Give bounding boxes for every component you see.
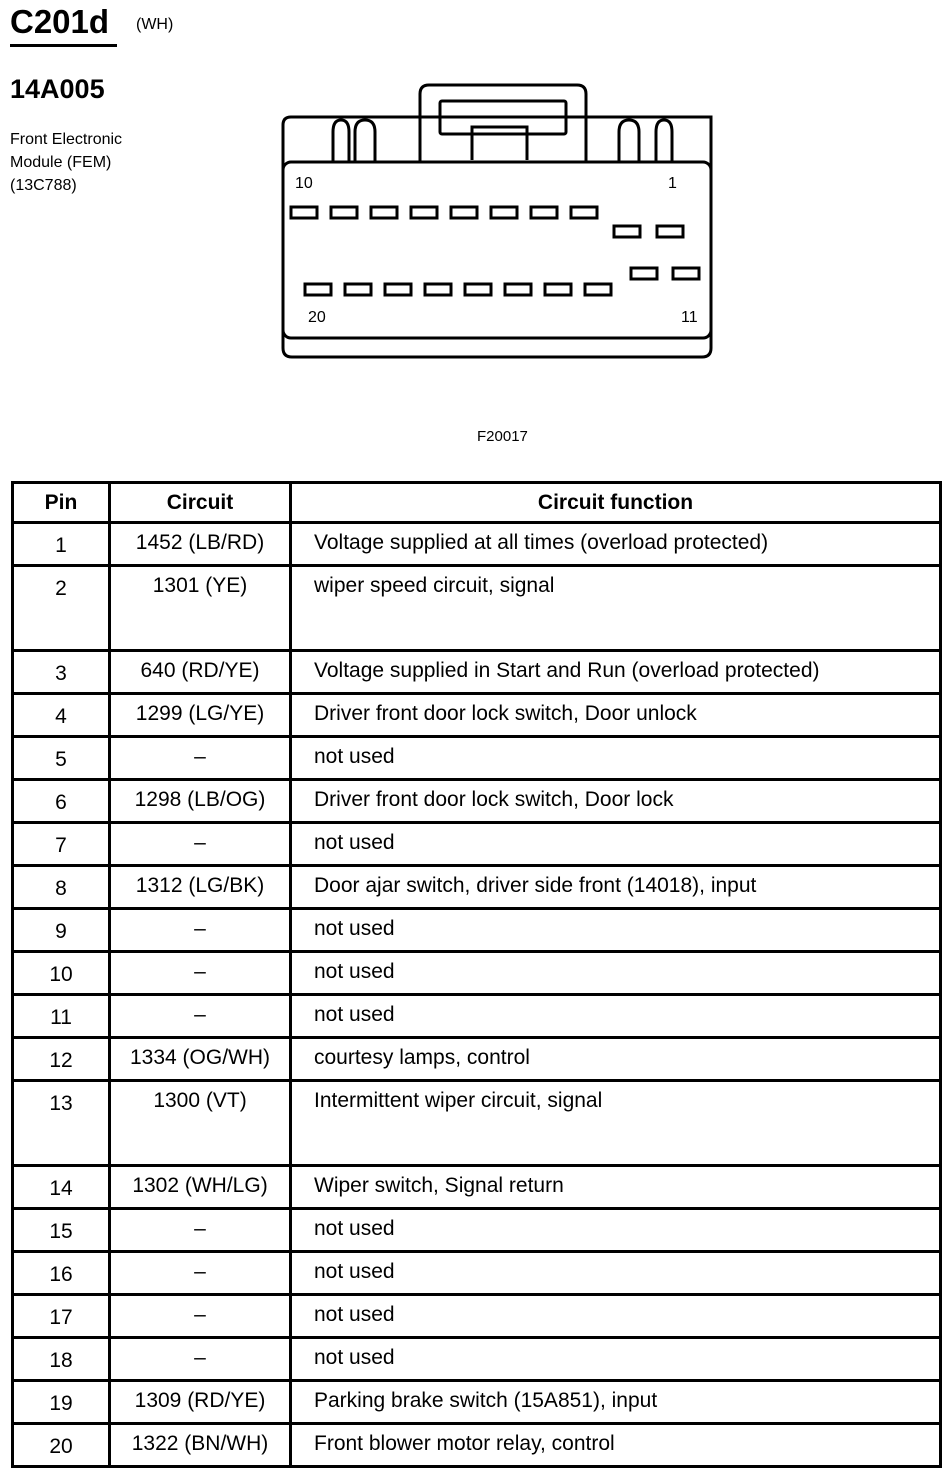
- pin-cell: 15: [13, 1209, 110, 1252]
- pin-cell: 11: [13, 995, 110, 1038]
- table-row: [13, 952, 941, 995]
- table-row: [13, 1209, 941, 1252]
- connector-latch: [420, 85, 586, 162]
- pin-cell: 17: [13, 1295, 110, 1338]
- pin-cavity: [491, 207, 517, 218]
- pin-cell: 1: [13, 523, 110, 566]
- pin-label-1: 1: [668, 175, 677, 192]
- pin-cavity: [385, 284, 411, 295]
- latch-stem: [472, 127, 527, 160]
- table-row: [13, 737, 941, 780]
- pin-cell: 18: [13, 1338, 110, 1381]
- table-row: [13, 823, 941, 866]
- pin-cavity: [425, 284, 451, 295]
- locking-rib: [619, 120, 639, 162]
- table-row: [13, 1252, 941, 1295]
- connector-inner-face: [283, 162, 711, 338]
- table-header-row: [13, 483, 941, 523]
- function-cell: courtesy lamps, control: [291, 1038, 941, 1081]
- function-cell: not used: [291, 823, 941, 866]
- pin-cavity: [657, 226, 683, 237]
- circuit-cell: –: [110, 1252, 291, 1295]
- pin-cell: 3: [13, 651, 110, 694]
- circuit-cell: 1300 (VT): [110, 1081, 291, 1166]
- circuit-cell: 1322 (BN/WH): [110, 1424, 291, 1467]
- circuit-cell: –: [110, 909, 291, 952]
- function-cell: not used: [291, 1252, 941, 1295]
- part-number: 14A005: [10, 74, 105, 104]
- circuit-cell: –: [110, 995, 291, 1038]
- circuit-cell: 1299 (LG/YE): [110, 694, 291, 737]
- circuit-cell: 1452 (LB/RD): [110, 523, 291, 566]
- function-cell: not used: [291, 909, 941, 952]
- function-cell: Parking brake switch (15A851), input: [291, 1381, 941, 1424]
- table-row: [13, 566, 941, 651]
- pin-cavity: [673, 268, 699, 279]
- circuit-cell: 640 (RD/YE): [110, 651, 291, 694]
- function-cell: Driver front door lock switch, Door lock: [291, 780, 941, 823]
- function-cell: not used: [291, 952, 941, 995]
- figure-id: F20017: [477, 428, 528, 445]
- pin-cavity: [331, 207, 357, 218]
- function-cell: not used: [291, 1209, 941, 1252]
- pin-cavity: [305, 284, 331, 295]
- pin-cell: 19: [13, 1381, 110, 1424]
- connector-color-code: (WH): [136, 16, 174, 33]
- locking-rib: [656, 120, 672, 162]
- function-cell: Voltage supplied in Start and Run (overload protected): [291, 651, 941, 694]
- pin-cell: 14: [13, 1166, 110, 1209]
- pin-cavity: [545, 284, 571, 295]
- function-cell: Driver front door lock switch, Door unlock: [291, 694, 941, 737]
- pin-table: [11, 481, 942, 1468]
- circuit-cell: –: [110, 952, 291, 995]
- table-row: [13, 1381, 941, 1424]
- header-circuit-function: Circuit function: [291, 483, 941, 523]
- pin-cell: 5: [13, 737, 110, 780]
- table-row: [13, 780, 941, 823]
- header-pin: Pin: [13, 483, 110, 523]
- pin-cell: 4: [13, 694, 110, 737]
- pin-cavity: [411, 207, 437, 218]
- circuit-cell: 1334 (OG/WH): [110, 1038, 291, 1081]
- connector-housing: [283, 117, 711, 357]
- circuit-cell: 1312 (LG/BK): [110, 866, 291, 909]
- pin-cell: 20: [13, 1424, 110, 1467]
- connector-id-title: C201d: [10, 3, 110, 40]
- circuit-cell: –: [110, 823, 291, 866]
- pin-cavity: [291, 207, 317, 218]
- pin-cavity: [371, 207, 397, 218]
- function-cell: not used: [291, 1295, 941, 1338]
- pin-cavity: [505, 284, 531, 295]
- pin-cavity: [631, 268, 657, 279]
- module-desc-line: Module (FEM): [10, 154, 112, 171]
- module-desc-line: (13C788): [10, 177, 77, 194]
- function-cell: Door ajar switch, driver side front (14018), input: [291, 866, 941, 909]
- pin-label-10: 10: [295, 175, 313, 192]
- table-row: [13, 694, 941, 737]
- function-cell: Intermittent wiper circuit, signal: [291, 1081, 941, 1166]
- function-cell: Front blower motor relay, control: [291, 1424, 941, 1467]
- table-row: [13, 1295, 941, 1338]
- function-cell: not used: [291, 1338, 941, 1381]
- function-cell: Wiper switch, Signal return: [291, 1166, 941, 1209]
- pin-cell: 6: [13, 780, 110, 823]
- table-row: [13, 1166, 941, 1209]
- locking-rib: [355, 120, 375, 162]
- function-cell: not used: [291, 995, 941, 1038]
- pin-cell: 10: [13, 952, 110, 995]
- circuit-cell: 1302 (WH/LG): [110, 1166, 291, 1209]
- function-cell: wiper speed circuit, signal: [291, 566, 941, 651]
- circuit-cell: –: [110, 1338, 291, 1381]
- pin-cell: 8: [13, 866, 110, 909]
- pin-cell: 16: [13, 1252, 110, 1295]
- pin-cavity: [451, 207, 477, 218]
- pin-cavity: [614, 226, 640, 237]
- pin-cell: 13: [13, 1081, 110, 1166]
- table-row: [13, 1424, 941, 1467]
- pin-cell: 7: [13, 823, 110, 866]
- pin-cell: 9: [13, 909, 110, 952]
- circuit-cell: –: [110, 1295, 291, 1338]
- pin-cavity: [531, 207, 557, 218]
- pin-cell: 2: [13, 566, 110, 651]
- table-row: [13, 995, 941, 1038]
- circuit-cell: 1301 (YE): [110, 566, 291, 651]
- pin-cell: 12: [13, 1038, 110, 1081]
- locking-rib: [333, 120, 349, 162]
- pin-cavity: [345, 284, 371, 295]
- table-row: [13, 1338, 941, 1381]
- pin-label-20: 20: [308, 309, 326, 326]
- table-row: [13, 1081, 941, 1166]
- table-row: [13, 651, 941, 694]
- table-body: [13, 523, 941, 1467]
- function-cell: Voltage supplied at all times (overload protected): [291, 523, 941, 566]
- circuit-cell: –: [110, 737, 291, 780]
- header-circuit: Circuit: [110, 483, 291, 523]
- table-row: [13, 1038, 941, 1081]
- connector-face-diagram: [0, 0, 952, 420]
- function-cell: not used: [291, 737, 941, 780]
- table-row: [13, 909, 941, 952]
- table-row: [13, 523, 941, 566]
- pin-cavity: [585, 284, 611, 295]
- module-desc-line: Front Electronic: [10, 131, 123, 148]
- table-row: [13, 866, 941, 909]
- circuit-cell: 1309 (RD/YE): [110, 1381, 291, 1424]
- circuit-cell: –: [110, 1209, 291, 1252]
- pin-label-11: 11: [681, 309, 698, 326]
- circuit-cell: 1298 (LB/OG): [110, 780, 291, 823]
- pin-cavity: [571, 207, 597, 218]
- pin-cavity: [465, 284, 491, 295]
